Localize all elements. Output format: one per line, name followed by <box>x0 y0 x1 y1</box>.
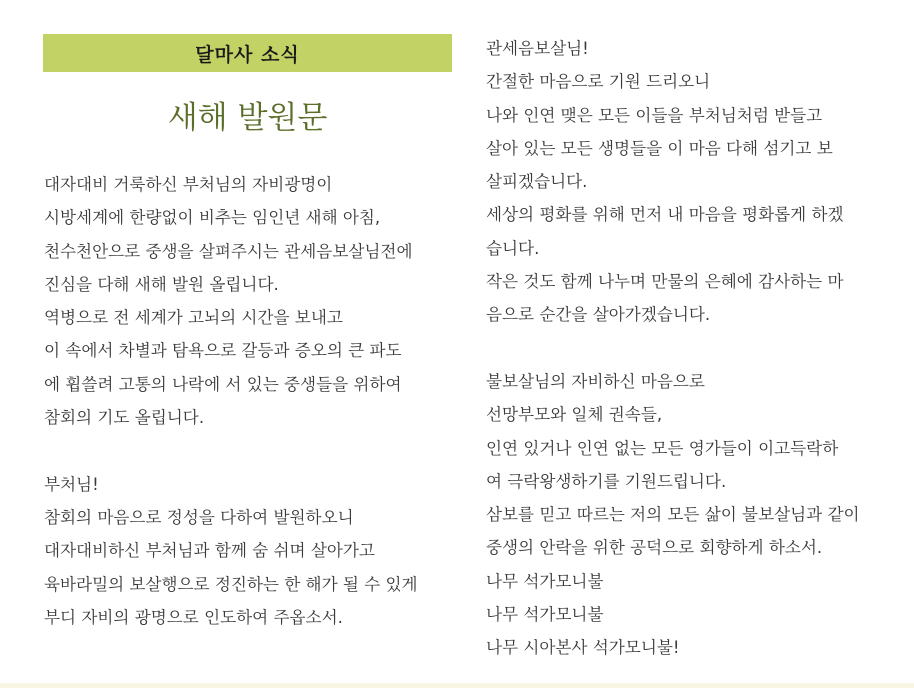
text-line: 불보살님의 자비하신 마음으로 <box>486 371 705 391</box>
left-text-column <box>44 168 454 634</box>
text-line: 시방세계에 한량없이 비추는 임인년 새해 아침, <box>44 208 381 228</box>
text-line: 중생의 안락을 위한 공덕으로 회향하게 하소서. <box>486 538 823 558</box>
text-line: 살피겠습니다. <box>486 172 588 192</box>
text-line: 여 극락왕생하기를 기원드립니다. <box>486 471 727 491</box>
right-text-column <box>486 32 896 665</box>
page-title: 새해 발원문 <box>167 100 328 136</box>
text-line: 살아 있는 모든 생명들을 이 마음 다해 섬기고 보 <box>486 138 833 158</box>
text-line: 나무 석가모니불 <box>486 605 604 625</box>
text-line: 음으로 순간을 살아가겠습니다. <box>486 305 711 325</box>
text-line: 관세음보살님! <box>486 39 589 58</box>
text-line: 에 휩쓸려 고통의 나락에 서 있는 중생들을 위하여 <box>44 374 402 394</box>
text-line: 육바라밀의 보살행으로 정진하는 한 해가 될 수 있게 <box>44 574 418 594</box>
text-line: 습니다. <box>486 238 540 258</box>
text-line: 대자대비하신 부처님과 함께 숨 쉬며 살아가고 <box>44 541 375 561</box>
text-line <box>44 434 454 467</box>
text-line: 참회의 기도 올립니다. <box>44 408 205 428</box>
text-line: 나무 시아본사 석가모니불! <box>486 638 680 658</box>
text-line <box>486 332 896 365</box>
section-banner <box>43 34 452 72</box>
text-line: 선망부모와 일체 권속들, <box>486 405 663 425</box>
text-line: 간절한 마음으로 기원 드리오니 <box>486 72 711 92</box>
text-line: 진심을 다해 새해 발원 올립니다. <box>44 274 279 294</box>
text-line: 세상의 평화를 위해 먼저 내 마음을 평화롭게 하겠 <box>486 205 844 225</box>
text-line: 부처님! <box>44 474 99 494</box>
banner-label: 달마사 소식 <box>195 43 300 66</box>
text-line: 부디 자비의 광명으로 인도하여 주옵소서. <box>44 607 343 627</box>
text-line: 인연 있거나 인연 없는 모든 영가들이 이고득락하 <box>486 438 839 458</box>
bottom-divider <box>0 683 914 688</box>
text-line: 참회의 마음으로 정성을 다하여 발원하오니 <box>44 507 354 527</box>
text-line: 천수천안으로 중생을 살펴주시는 관세음보살님전에 <box>44 241 413 261</box>
text-line: 나무 석가모니불 <box>486 571 604 591</box>
text-line: 역병으로 전 세계가 고뇌의 시간을 보내고 <box>44 308 343 328</box>
text-line: 작은 것도 함께 나누며 만물의 은혜에 감사하는 마 <box>486 272 844 292</box>
text-line: 나와 인연 맺은 모든 이들을 부처님처럼 받들고 <box>486 105 823 125</box>
text-line: 이 속에서 차별과 탐욕으로 갈등과 증오의 큰 파도 <box>44 341 402 361</box>
text-line: 삼보를 믿고 따르는 저의 모든 삶이 불보살님과 같이 <box>486 505 860 525</box>
text-line: 대자대비 거룩하신 부처님의 자비광명이 <box>44 175 333 194</box>
